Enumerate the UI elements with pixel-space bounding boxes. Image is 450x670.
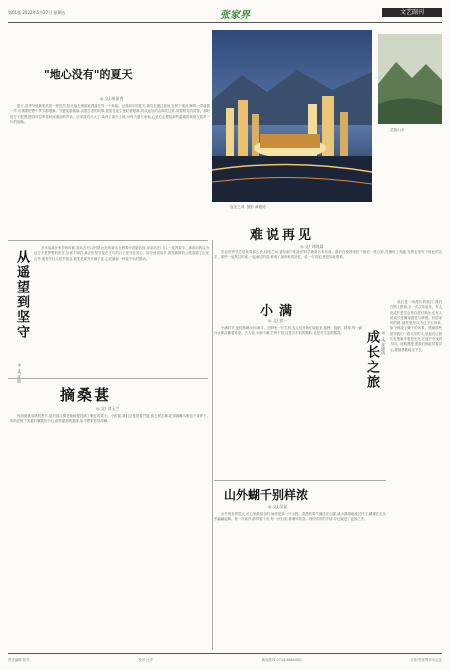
photo-caption (230, 205, 266, 210)
divider-2 (8, 378, 208, 379)
city-night-illustration (212, 30, 372, 202)
homeland-title: 从遥望到坚守 (14, 250, 29, 340)
mountain-body: 山外的世界很大,可心里最惦念的,始终是那一片山野。清晨的雾气缠绕在山腰,溪水潺潺地流过村庄,蝴蝶在花丛中翩翩起舞。每一次离开,都带着不舍;每一次归来,都满怀欣喜。那份浓浓的乡情,早已融进了血脉之中。 (214, 512, 386, 522)
brand-logo: 张家界 (220, 10, 250, 21)
landscape-illustration (378, 34, 442, 124)
header-rule (8, 22, 442, 23)
mulberry-body: 每到桑葚成熟的季节,屋后那几棵老桑树便挂满了紫红的果子。小时候,我们总是提着竹篮,爬上树去摘,吃得满嘴乌紫也不肯停下。奶奶在树下笑着叮嘱我们小心,那些甜甜的滋味,如今想来依然清晰。 (10, 414, 210, 424)
section-badge: 文艺副刊 (382, 8, 442, 17)
landscape-photo (378, 34, 442, 124)
mulberry-byline: ◎ 文/ 刘玉兰 (96, 406, 120, 411)
divider-1 (8, 240, 208, 241)
footer-rule (8, 653, 442, 654)
footer-editor: 责任编辑 张芳 (8, 658, 30, 662)
issue-line: 第01版 2022年5月27日 星期五 (8, 10, 66, 15)
xiaoman-byline: ◎ 文/ 彭一 (268, 318, 288, 323)
homeland-byline: ◎ 文/ 张晓 (17, 362, 22, 383)
mulberry-title: 摘桑葚 (60, 386, 112, 404)
mountain-byline: ◎ 文/ 吴显 (268, 504, 288, 509)
summer-title: "地心没有"的夏天 (44, 68, 133, 81)
xiaoman-title: 小满 (260, 304, 299, 319)
divider-3 (214, 480, 386, 481)
growth-byline: ◎ 文/ 张晓萌 (381, 330, 386, 355)
farewell-body: 毕业的季节总是来得那么快,转眼之间,曾经朝夕相处的同学就要各奔东西。我们在校园里拍下最后一张合影,在操场上奔跑,在教室里写下彼此的名字。那些一起熬过的夜,一起流过的泪,都成了最珍贵的回忆。说一句再见,竟是如此艰难。 (214, 250, 442, 260)
growth-title: 成长之旅 (364, 330, 379, 390)
xiaoman-body: 小满时节,麦粒渐满,雨水渐丰。田野里一片生机,农人们开始忙碌起来,插秧、施肥、除草,每一滴汗水都浇灌着希望。古人说,小满不满,芒种不管,这是对丰收的期盼,也是对生活的敬畏。 (214, 326, 362, 336)
photo-caption-text: 夜光之城 (230, 205, 245, 209)
footer-phone: 新闻热线 0744-8880000 (261, 658, 302, 662)
farewell-title: 难说再见 (250, 228, 315, 243)
footer-address: 社址:张家界市永定区 (410, 658, 442, 662)
growth-body: 成长是一场漫长的旅行,我们在路上跌倒,又一次次站起来。有人说成长是学会独自面对风雨,也有人说成长是懂得感恩与珍惜。回望来时的路,那些曾经以为过不去的坎,如今都成了脚下的风景。感谢那些陪伴我们一路走来的人,是他们让我们在黑暗中看见光亮,在迷茫中找到方向。前路漫漫,愿我们都能带着初心,继续勇敢地走下去。 (390, 300, 442, 352)
homeland-body: 多年前离开家乡的时候,我站在村口回望,远处的青山在晨雾中若隐若现,母亲站在门口,一直挥着手。那时的我以为远方才是梦想的所在,后来才明白,真正的坚守是在平凡的日子里守住初心。如今回到故乡,看见新修的公路连通了山里山外,看见年轻人回乡创业,看见老屋旁开满了花,心里涌起一种说不出的感动。 (34, 246, 209, 261)
column-divider (212, 240, 213, 650)
landscape-caption: 武陵山水 (390, 128, 405, 132)
footer-proof: 校对 汪洋 (138, 658, 153, 662)
summer-body: 夏天,是季节里最明亮的一种热烈,阳光毫无保留地洒落在每一个角落。记得那年的夏天,我们在溪边捉鱼,在树下乘凉,蝉鸣一声接着一声,仿佛要把整个季节都唱满。外婆摇着蒲扇,讲着古老的故事,星星在夜空里眨着眼睛,风从远处的山岗吹过来,带着稻花的清香。那时的日子很慢,慢得可以听见时间流淌的声音。后来我们长大了,离开了那片土地,可每当夏天来临,心里总会想起那些温暖的黄昏与蛙声一片的夜晚。 (10, 104, 210, 124)
photo-credit: 摄影 黄雅婷 (246, 205, 266, 209)
farewell-byline: ◎ 文/ 刘晓嵩 (300, 244, 324, 249)
masthead (8, 6, 442, 20)
city-night-photo (212, 30, 372, 202)
footer (8, 657, 442, 662)
summer-byline: ◎ 文/ 胡嘉秀 (100, 96, 124, 101)
mountain-title: 山外蝴千别样浓 (224, 488, 309, 502)
